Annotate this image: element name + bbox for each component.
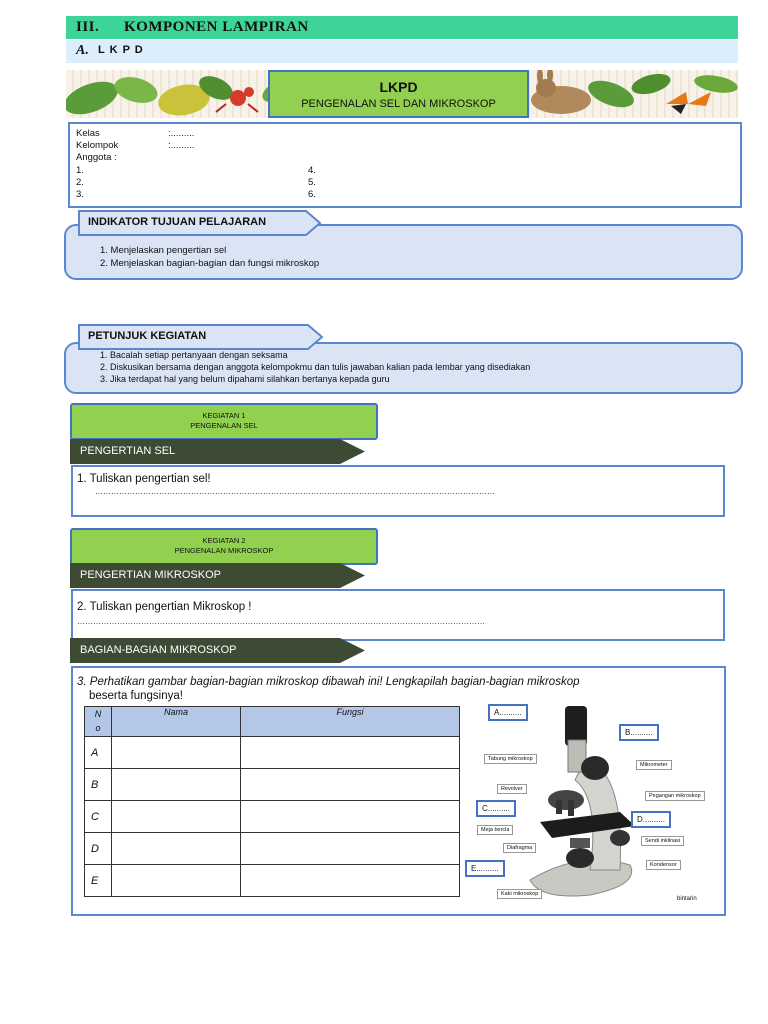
fungsi-cell[interactable] <box>241 801 460 833</box>
kelas-label: Kelas <box>76 128 100 139</box>
section-header <box>66 16 738 39</box>
kegiatan-1-title: PENGENALAN SEL <box>190 421 258 430</box>
member-2[interactable]: 2. <box>76 177 84 188</box>
label-box-e[interactable]: E.......... <box>465 860 505 877</box>
section-title: KOMPONEN LAMPIRAN <box>124 19 309 35</box>
member-6[interactable]: 6. <box>308 189 316 200</box>
petunjuk-item-2: 2. Diskusikan bersama dengan anggota kelompokmu dan tulis jawaban kalian pada lembar yang disediakan <box>100 362 531 372</box>
table-row <box>85 801 460 833</box>
label-diafragma: Diafragma <box>503 843 536 853</box>
label-sendi: Sendi inklinasi <box>641 836 684 846</box>
student-info-box <box>68 122 742 208</box>
member-3[interactable]: 3. <box>76 189 84 200</box>
anggota-label: Anggota : <box>76 152 117 163</box>
label-tabung: Tabung mikroskop <box>484 754 537 764</box>
nama-cell[interactable] <box>112 769 241 801</box>
section-number: III. <box>76 19 100 35</box>
lkpd-title: LKPD <box>379 79 418 95</box>
row-letter: B <box>85 769 112 801</box>
nama-cell[interactable] <box>112 801 241 833</box>
label-box-a[interactable]: A.......... <box>488 704 528 721</box>
answer-2-line[interactable]: ……………………………………………………………………………………………………………………………………… <box>77 617 485 626</box>
label-pegangan: Pegangan mikroskop <box>645 791 705 801</box>
petunjuk-item-3: 3. Jika terdapat hal yang belum dipahami silahkan bertanya kepada guru <box>100 374 390 384</box>
row-letter: D <box>85 833 112 865</box>
lkpd-title-box <box>268 70 529 118</box>
question-2: 2. Tuliskan pengertian Mikroskop ! <box>77 601 252 613</box>
member-1[interactable]: 1. <box>76 165 84 176</box>
subsection-title: L K P D <box>98 44 144 56</box>
lkpd-subtitle: PENGENALAN SEL DAN MIKROSKOP <box>301 98 496 110</box>
label-kaki: Kaki mikroskop <box>497 889 542 899</box>
answer-1-line[interactable]: …………………………………………………………………………………………………………………………………… <box>95 487 495 496</box>
label-mikrometer: Mikrometer <box>636 760 672 770</box>
kegiatan-2-title: PENGENALAN MIKROSKOP <box>174 546 274 555</box>
question-1: 1. Tuliskan pengertian sel! <box>77 473 211 485</box>
petunjuk-title: PETUNJUK KEGIATAN <box>88 330 207 342</box>
label-meja: Meja bercla <box>477 825 513 835</box>
fungsi-cell[interactable] <box>241 769 460 801</box>
kegiatan-2-box <box>70 528 378 565</box>
col-nama-header: Nama <box>112 707 241 737</box>
table-row <box>85 865 460 897</box>
member-5[interactable]: 5. <box>308 177 316 188</box>
bagian-mikroskop-banner: BAGIAN-BAGIAN MIKROSKOP <box>80 644 237 656</box>
kelompok-value[interactable]: :......... <box>168 140 195 151</box>
table-row <box>85 833 460 865</box>
fungsi-cell[interactable] <box>241 833 460 865</box>
pengertian-sel-banner: PENGERTIAN SEL <box>80 445 176 457</box>
nama-cell[interactable] <box>112 833 241 865</box>
indikator-title: INDIKATOR TUJUAN PELAJARAN <box>88 216 267 228</box>
fungsi-cell[interactable] <box>241 865 460 897</box>
microscope-parts-table <box>84 706 460 897</box>
indikator-item-2: 2. Menjelaskan bagian-bagian dan fungsi mikroskop <box>100 258 320 269</box>
label-kondensor: Kondensor <box>646 860 681 870</box>
label-box-d[interactable]: D.......... <box>631 811 671 828</box>
kegiatan-1-label: KEGIATAN 1 <box>202 411 246 420</box>
kegiatan-2-label: KEGIATAN 2 <box>202 536 246 545</box>
kegiatan-1-box <box>70 403 378 440</box>
label-box-c[interactable]: C.......... <box>476 800 516 817</box>
nama-cell[interactable] <box>112 865 241 897</box>
table-row <box>85 737 460 769</box>
label-box-b[interactable]: B.......... <box>619 724 659 741</box>
col-no-header <box>85 707 112 737</box>
kelompok-label: Kelompok <box>76 140 119 151</box>
pengertian-mikroskop-banner: PENGERTIAN MIKROSKOP <box>80 569 221 581</box>
row-letter: C <box>85 801 112 833</box>
col-fungsi-header: Fungsi <box>241 707 460 737</box>
col-no-line-1: N <box>94 709 102 719</box>
row-letter: A <box>85 737 112 769</box>
subsection-letter: A. <box>76 43 89 58</box>
table-header-row <box>85 707 460 737</box>
fungsi-cell[interactable] <box>241 737 460 769</box>
image-credit: bintarin <box>677 896 697 902</box>
subsection-header <box>66 40 738 63</box>
pengertian-sel-answer-box <box>71 465 725 517</box>
petunjuk-item-1: 1. Bacalah setiap pertanyaan dengan seksama <box>100 350 288 360</box>
pengertian-mikroskop-answer-box <box>71 589 725 641</box>
nama-cell[interactable] <box>112 737 241 769</box>
col-no-line-2: o <box>95 723 101 733</box>
row-letter: E <box>85 865 112 897</box>
question-3-line-2: beserta fungsinya! <box>89 690 183 702</box>
kelas-value[interactable]: :......... <box>168 128 195 139</box>
label-revolver: Revolver <box>497 784 527 794</box>
question-3-line-1: 3. Perhatikan gambar bagian-bagian mikroskop dibawah ini! Lengkapilah bagian-bagian mikroskop <box>77 676 580 688</box>
table-row <box>85 769 460 801</box>
member-4[interactable]: 4. <box>308 165 316 176</box>
indikator-item-1: 1. Menjelaskan pengertian sel <box>100 245 227 256</box>
